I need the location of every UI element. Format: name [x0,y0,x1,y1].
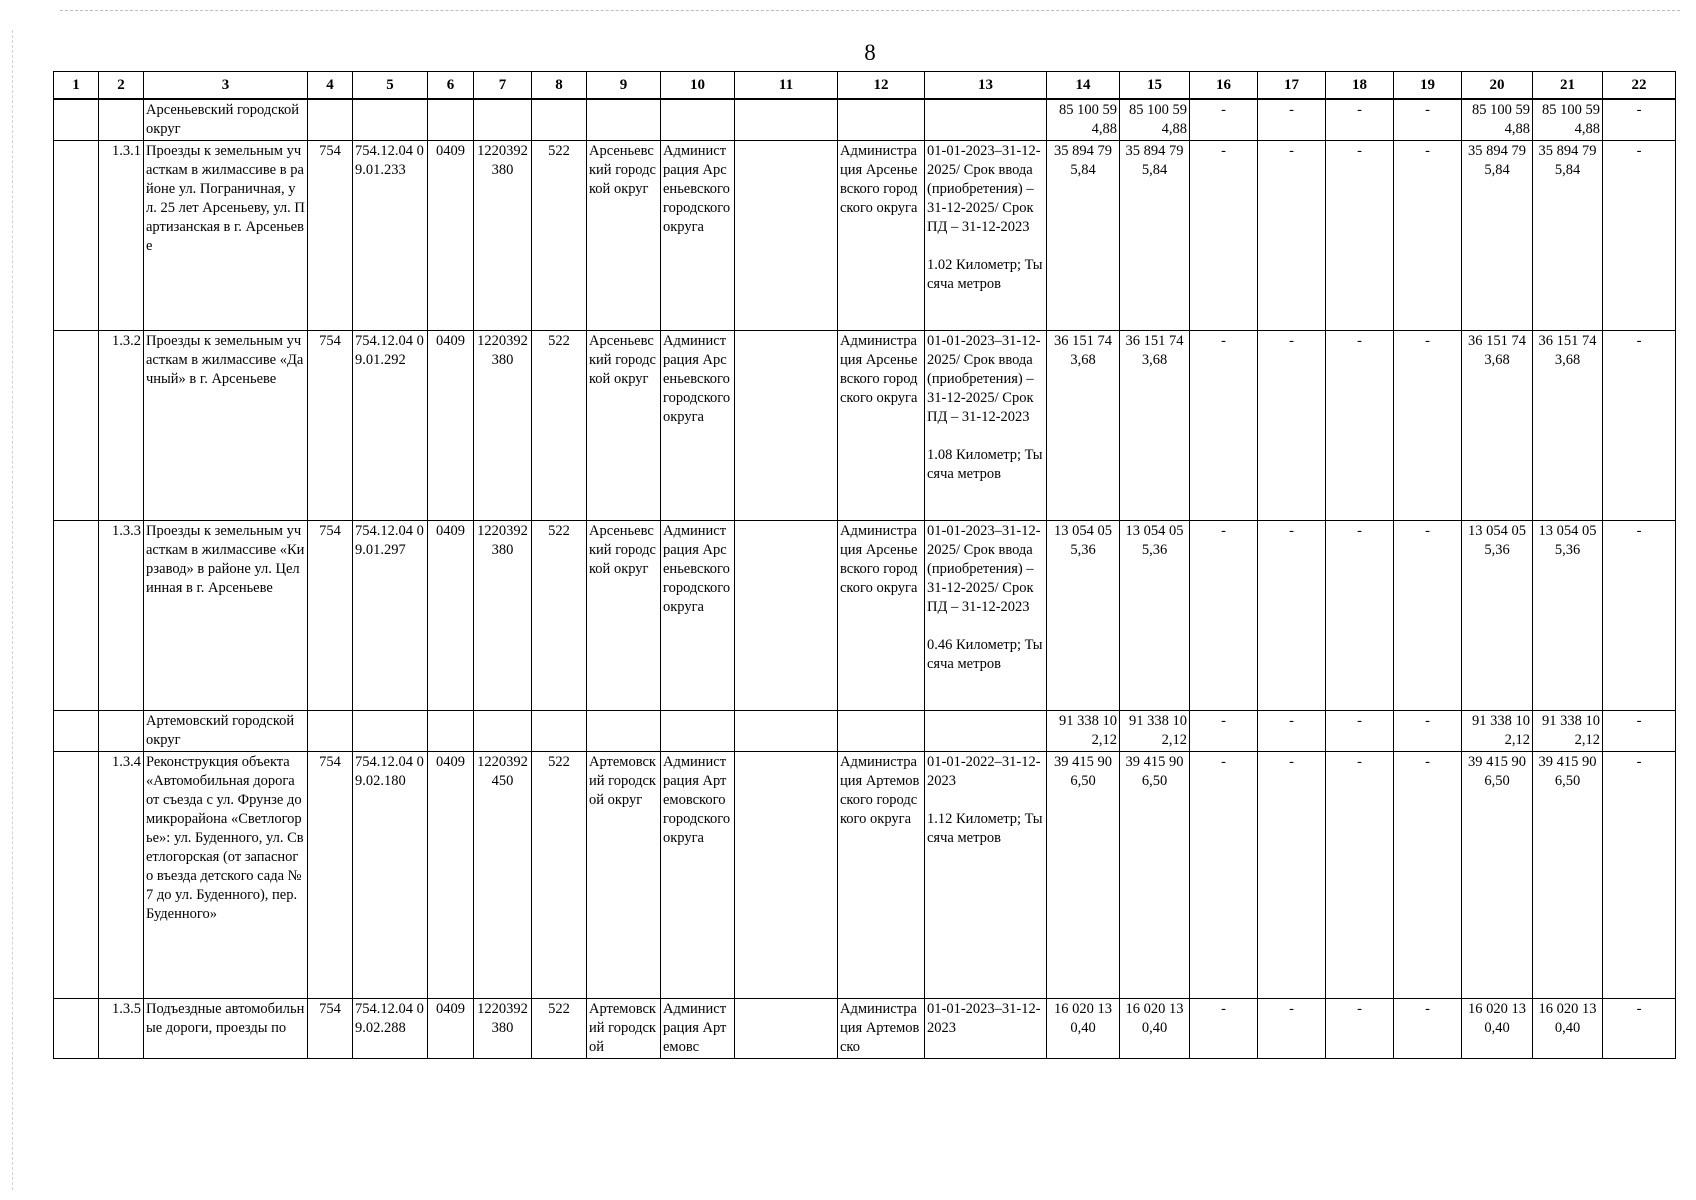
cell-col20: 36 151 743,68 [1462,331,1533,521]
cell-col19: - [1394,999,1462,1059]
cell-col16: - [1190,711,1258,752]
cell-col17: - [1258,331,1326,521]
cell-col10: Администрация Арсеньевского городского округа [661,521,735,711]
cell-col19: - [1394,331,1462,521]
cell-col9: Арсеньевский городской округ [587,331,661,521]
group-row [54,711,1676,752]
group-name: Артемовский городской округ [144,711,308,752]
cell-col22: - [1603,752,1676,999]
cell-col15: 91 338 102,12 [1120,711,1190,752]
header-cell: 21 [1533,72,1603,100]
cell-col15: 35 894 795,84 [1120,141,1190,331]
cell-col19: - [1394,752,1462,999]
cell-col22: - [1603,331,1676,521]
cell-col21: 91 338 102,12 [1533,711,1603,752]
header-cell: 7 [474,72,532,100]
cell-col18: - [1326,331,1394,521]
cell-col19: - [1394,711,1462,752]
cell-col4: 754 [308,999,353,1059]
cell-num [99,99,144,141]
cell-col14: 85 100 594,88 [1047,99,1120,141]
cell-col4: 754 [308,521,353,711]
cell-col6: 0409 [428,331,474,521]
cell-col4: 754 [308,752,353,999]
cell-col13: 01-01-2023–31-12-2025/ Срок ввода (приобретения) – 31-12-2025/ Срок ПД – 31-12-2023 0.46 Километр; Тысяча метров [925,521,1047,711]
cell-col12: Администрация Арсеньевского городского округа [838,141,925,331]
cell-col16: - [1190,99,1258,141]
cell-col17: - [1258,99,1326,141]
cell-col14: 91 338 102,12 [1047,711,1120,752]
group-row [54,99,1676,141]
cell-col20: 85 100 594,88 [1462,99,1533,141]
cell-col7: 1220392380 [474,521,532,711]
cell-num: 1.3.1 [99,141,144,331]
cell-col16: - [1190,521,1258,711]
cell-col19: - [1394,141,1462,331]
cell-col10: Администрация Артемовского городского округа [661,752,735,999]
cell-col9: Арсеньевский городской округ [587,521,661,711]
cell-col16: - [1190,141,1258,331]
cell-col5 [353,99,428,141]
cell-col8: 522 [532,521,587,711]
cell-col14: 39 415 906,50 [1047,752,1120,999]
cell-col13: 01-01-2023–31-12-2025/ Срок ввода (приобретения) – 31-12-2025/ Срок ПД – 31-12-2023 1.08 Километр; Тысяча метров [925,331,1047,521]
cell-col22: - [1603,99,1676,141]
cell-col14: 36 151 743,68 [1047,331,1120,521]
header-cell: 12 [838,72,925,100]
cell-col20: 35 894 795,84 [1462,141,1533,331]
cell-col19: - [1394,99,1462,141]
cell-col17: - [1258,521,1326,711]
cell-col22: - [1603,999,1676,1059]
cell-col6: 0409 [428,521,474,711]
cell-col18: - [1326,999,1394,1059]
header-cell: 16 [1190,72,1258,100]
cell-col13 [925,99,1047,141]
cell-col7: 1220392450 [474,752,532,999]
header-cell: 9 [587,72,661,100]
header-cell: 14 [1047,72,1120,100]
header-cell: 3 [144,72,308,100]
item-row [54,331,1676,521]
cell-col7 [474,711,532,752]
cell-num: 1.3.5 [99,999,144,1059]
cell-col15: 39 415 906,50 [1120,752,1190,999]
cell-col7: 1220392380 [474,999,532,1059]
item-name: Проезды к земельным участкам в жилмассиве в районе ул. Пограничная, ул. 25 лет Арсеньеву, ул. Партизанская в г. Арсеньеве [144,141,308,331]
cell-col12 [838,99,925,141]
item-row [54,999,1676,1059]
cell-col5: 754.12.04 09.02.288 [353,999,428,1059]
cell-col16: - [1190,752,1258,999]
cell-col8: 522 [532,141,587,331]
cell-col10: Администрация Артемовс [661,999,735,1059]
cell-col15: 16 020 130,40 [1120,999,1190,1059]
cell-col17: - [1258,141,1326,331]
cell-col14: 13 054 055,36 [1047,521,1120,711]
header-cell: 15 [1120,72,1190,100]
cell-col18: - [1326,99,1394,141]
cell-col12: Администрация Артемовско [838,999,925,1059]
header-cell: 4 [308,72,353,100]
header-cell: 18 [1326,72,1394,100]
cell-col20: 16 020 130,40 [1462,999,1533,1059]
budget-table [53,71,1676,1059]
cell-col11 [735,141,838,331]
cell-col11 [735,331,838,521]
header-cell: 11 [735,72,838,100]
cell-col17: - [1258,752,1326,999]
cell-num: 1.3.4 [99,752,144,999]
cell-col18: - [1326,752,1394,999]
cell-col12: Администрация Арсеньевского городского округа [838,521,925,711]
item-name: Проезды к земельным участкам в жилмассиве «Кирзавод» в районе ул. Целинная в г. Арсеньеве [144,521,308,711]
cell-col1 [54,141,99,331]
cell-col21: 36 151 743,68 [1533,331,1603,521]
cell-col8 [532,711,587,752]
cell-col6 [428,99,474,141]
cell-col10: Администрация Арсеньевского городского округа [661,331,735,521]
cell-col15: 85 100 594,88 [1120,99,1190,141]
cell-col5: 754.12.04 09.01.297 [353,521,428,711]
cell-col1 [54,999,99,1059]
cell-col10 [661,711,735,752]
group-name: Арсеньевский городской округ [144,99,308,141]
item-row [54,141,1676,331]
cell-col1 [54,331,99,521]
cell-col8 [532,99,587,141]
cell-col10: Администрация Арсеньевского городского округа [661,141,735,331]
cell-col10 [661,99,735,141]
cell-col4: 754 [308,141,353,331]
cell-col8: 522 [532,331,587,521]
cell-col17: - [1258,999,1326,1059]
cell-num: 1.3.2 [99,331,144,521]
cell-col1 [54,711,99,752]
cell-col21: 35 894 795,84 [1533,141,1603,331]
cell-col6: 0409 [428,752,474,999]
header-row [54,72,1676,100]
cell-col13: 01-01-2022–31-12-2023 1.12 Километр; Тысяча метров [925,752,1047,999]
cell-col7 [474,99,532,141]
cell-col18: - [1326,711,1394,752]
cell-col11 [735,99,838,141]
cell-col6: 0409 [428,141,474,331]
cell-col18: - [1326,521,1394,711]
item-row [54,521,1676,711]
cell-col13: 01-01-2023–31-12-2023 [925,999,1047,1059]
item-name: Реконструкция объекта «Автомобильная дорога от съезда с ул. Фрунзе до микрорайона «Светлогорье»: ул. Буденного, ул. Светлогорская (от запасного въезда детского сада № 7 до ул. Буденного), пер. Буденного» [144,752,308,999]
cell-col9: Артемовский городской округ [587,752,661,999]
cell-col1 [54,521,99,711]
cell-col17: - [1258,711,1326,752]
item-name: Подъездные автомобильные дороги, проезды по [144,999,308,1059]
header-cell: 22 [1603,72,1676,100]
cell-col11 [735,521,838,711]
cell-col1 [54,752,99,999]
cell-col20: 13 054 055,36 [1462,521,1533,711]
cell-col22: - [1603,711,1676,752]
cell-col12 [838,711,925,752]
cell-col5: 754.12.04 09.01.292 [353,331,428,521]
scan-edge-top [60,10,1680,11]
cell-col18: - [1326,141,1394,331]
cell-col9: Артемовский городской [587,999,661,1059]
cell-col6: 0409 [428,999,474,1059]
cell-col4 [308,711,353,752]
header-cell: 17 [1258,72,1326,100]
cell-col14: 35 894 795,84 [1047,141,1120,331]
cell-col13 [925,711,1047,752]
cell-num [99,711,144,752]
cell-col15: 13 054 055,36 [1120,521,1190,711]
cell-col21: 13 054 055,36 [1533,521,1603,711]
cell-col20: 39 415 906,50 [1462,752,1533,999]
cell-col5 [353,711,428,752]
cell-col19: - [1394,521,1462,711]
header-cell: 19 [1394,72,1462,100]
cell-col11 [735,999,838,1059]
cell-col8: 522 [532,752,587,999]
cell-col13: 01-01-2023–31-12-2025/ Срок ввода (приобретения) – 31-12-2025/ Срок ПД – 31-12-2023 1.02 Километр; Тысяча метров [925,141,1047,331]
header-cell: 20 [1462,72,1533,100]
cell-col1 [54,99,99,141]
cell-col9: Арсеньевский городской округ [587,141,661,331]
header-cell: 5 [353,72,428,100]
cell-col5: 754.12.04 09.01.233 [353,141,428,331]
cell-col21: 16 020 130,40 [1533,999,1603,1059]
item-name: Проезды к земельным участкам в жилмассиве «Дачный» в г. Арсеньеве [144,331,308,521]
cell-col5: 754.12.04 09.02.180 [353,752,428,999]
cell-col9 [587,711,661,752]
cell-col22: - [1603,141,1676,331]
cell-col16: - [1190,331,1258,521]
cell-col21: 85 100 594,88 [1533,99,1603,141]
cell-col20: 91 338 102,12 [1462,711,1533,752]
cell-col22: - [1603,521,1676,711]
cell-col16: - [1190,999,1258,1059]
scan-edge-left [12,30,13,1190]
cell-col21: 39 415 906,50 [1533,752,1603,999]
cell-col8: 522 [532,999,587,1059]
cell-col11 [735,711,838,752]
header-cell: 1 [54,72,99,100]
cell-col7: 1220392380 [474,331,532,521]
cell-num: 1.3.3 [99,521,144,711]
cell-col11 [735,752,838,999]
header-cell: 10 [661,72,735,100]
item-row [54,752,1676,999]
header-cell: 8 [532,72,587,100]
header-cell: 6 [428,72,474,100]
cell-col14: 16 020 130,40 [1047,999,1120,1059]
cell-col4: 754 [308,331,353,521]
header-cell: 2 [99,72,144,100]
cell-col7: 1220392380 [474,141,532,331]
cell-col6 [428,711,474,752]
header-cell: 13 [925,72,1047,100]
cell-col12: Администрация Артемовского городского округа [838,752,925,999]
page-number: 8 [864,40,876,65]
cell-col12: Администрация Арсеньевского городского округа [838,331,925,521]
cell-col15: 36 151 743,68 [1120,331,1190,521]
cell-col9 [587,99,661,141]
cell-col4 [308,99,353,141]
